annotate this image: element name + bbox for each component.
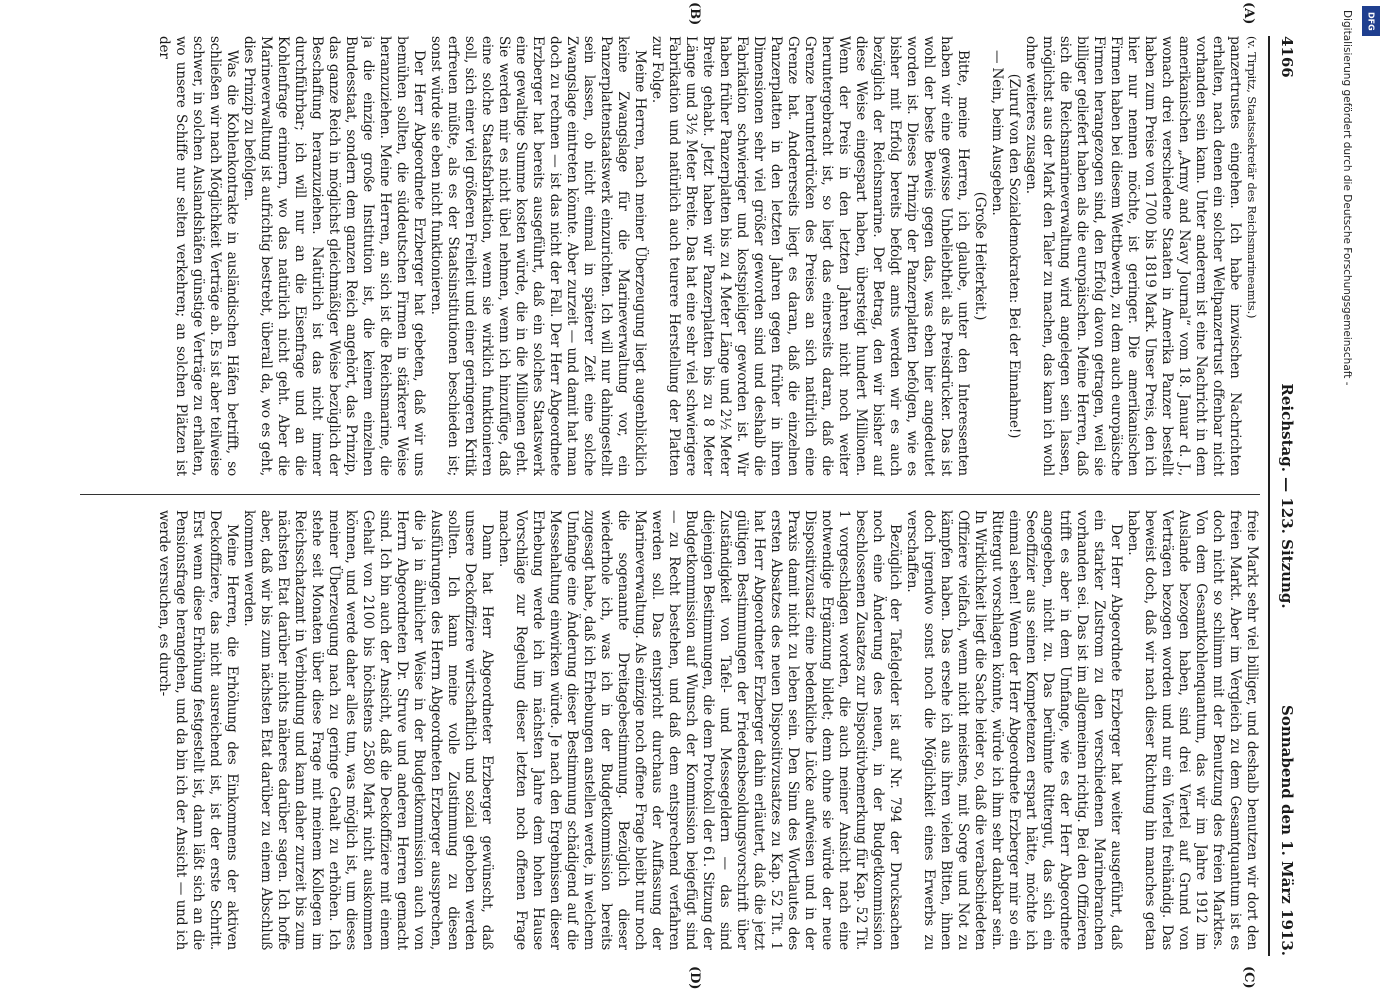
right-paragraph-1: freie Markt sehr viel billiger, und deshalb benutzen wir dort den freien Markt. Aber im Vergleich zu dem Gesamtquantum ist es doch nicht so schlimm mit der Benutzung des freien Marktes. Von dem Gesamtkohlenquantum, das wir im Jahre 1912 im Auslande bezogen haben, sind drei Viertel auf Grund von Verträgen bezogen worden und nur ein Viertel freihändig. Das beweist doch, daß wir nach dieser Richtung hin manches getan haben. [1125, 510, 1260, 950]
right-paragraph-2: Der Herr Abgeordnete Erzberger hat weiter ausgeführt, daß ein starker Zustrom zu den verschiedenen Marinebranchen vorhanden sei. Das ist im allgemeinen richtig. Bei den Offizieren trifft es aber in dem Umfange, wie es der Herr Abgeordnete angegeben, nicht zu. Das berühmte Rittergut, das sich ein Seeoffizier aus seinen Kompetenzen erspart hätte, möchte ich einmal sehen! Wenn der Herr Abgeordnete Erzberger mir so ein Rittergut vorschlagen könnte, würde ich ihm sehr dankbar sein. In Wirklichkeit liegt die Sache leider so, daß die verabschiedeten Offiziere vielfach, wenn nicht meistens, mit Sorge und Not zu kämpfen haben. Das ersehe ich aus ihren vielen Bitten, ihnen doch irgendwo sonst noch die Möglichkeit eines Erwerbs zu verschaffen. [904, 510, 1124, 950]
left-paragraph-3: Bitte, meine Herren, ich glaube, unter den Interessenten haben wir eine gewisse Unbeliebtheit als Preisdrücker. Das ist wohl der beste Beweis gegen das, was eben hier angedeutet worden ist. Dieses Prinzip der Panzerplatten befolgen, wie es bisher mit Erfolg bereits befolgt amts werden wir es auch bezüglich der Reichsmarine. Der Betrag, den wir bisher auf diese Weise eingespart haben, übersteigt hundert Millionen. Wenn der Preis in den letzten Jahren nicht noch weiter heruntergebracht ist, so liegt das einerseits daran, daß die Grenze herunterdrücken des Preises an sich natürlich eine Grenze hat. Andererseits liegt es daran, daß die einzelnen Panzerplatten in den letzten Jahren gegen früher in ihren Dimensionen sehr viel größer geworden sind und deshalb die Fabrikation schwieriger und kostspieliger geworden ist. Wir haben früher Panzerplatten bis zu 4 Meter Länge und 2½ Meter Breite gehabt. Jetzt haben wir Panzerplatten bis zu 8 Meter Länge und 3½ Meter Breite. Das hat eine sehr viel schwierigere Fabrikation und natürlich auch teurere Herstellung der Platten zur Folge. [649, 36, 971, 476]
left-paragraph-2: — Nein, beim Ausgeben. [989, 50, 1005, 216]
interjection-1: (Zuruf von den Sozialdemokraten: Bei der Einnahme!) [1006, 73, 1022, 439]
right-column [80, 510, 1260, 950]
page-number: 4166 [1278, 36, 1296, 78]
marker-a: (A) [1241, 2, 1256, 25]
left-paragraph-6: Was die Kohlenkontrakte in ausländischen Häfen betrifft, so schließen wir nach Möglichkeit Verträge ab. Es ist aber teilweise schwer, in solchen Auslandshäfen günstige Verträge zu erhalten, wo unsere Schiffe nur selten verkehren; an solchen Plätzen ist der [156, 36, 240, 476]
session-date: Sonnabend den 1. März 1913. [1278, 705, 1296, 956]
left-paragraph-5: Der Herr Abgeordnete Erzberger hat gebeten, daß wir uns bemühen sollten, die süddeutschen Firmen in stärkerer Weise heranzuziehen. Meine Herren, an sich ist die Reichsmarine, die ja die einzige große Institution ist, die keinem einzelnen Bundesstaat, sondern dem ganzen Reich angehört, das Prinzip, das ganze Reich in möglichst gleichmäßiger Weise bezüglich der Beschaffung heranzuziehen. Natürlich ist das nicht immer durchführbar; ich will nur an die Eisenfrage und an die Kohlenfrage erinnern, wo das natürlich nicht geht. Aber die Marineverwaltung ist aufrichtig bestrebt, überall da, wo es geht, dies Prinzip zu befolgen. [241, 36, 427, 476]
right-paragraph-5: Meine Herren, die Erhöhung des Einkommens der aktiven Deckoffiziere, das nicht ausreichend ist, ist der erste Schritt. Erst wenn diese Erhöhung festgestellt ist, dann läßt sich an die Pensionsfrage herangehen, und da bin ich der Ansicht — und ich werde versuchen, es durch- [156, 510, 240, 950]
marker-c: (C) [1241, 966, 1256, 989]
marker-d: (D) [687, 966, 702, 990]
left-paragraph-4: Meine Herren, nach meiner Überzeugung liegt augenblicklich keine Zwangslage für die Marineverwaltung vor, ein Panzerplattenstaatswerk einzurichten. Ich will nur dahingestellt sein lassen, ob nicht einmal in späterer Zeit eine solche Zwangslage eintreten könnte. Aber zurzeit — und damit hat man doch zu rechnen — ist das nicht der Fall. Der Herr Abgeordnete Erzberger hat bereits ausgeführt, daß ein solches Staatswerk eine gewaltige Summe kosten würde, die in die Millionen geht. Sie werden mir es nicht übel nehmen, wenn ich hinzufüge, daß eine solche Staatsfabrikation, wenn sie wirklich funktionieren soll, sich einer viel größeren Freiheit und einer geringeren Kritik erfreuen müßte, als es der Staatsinstitutionen beschieden ist; sonst würde sie eben nicht funktionieren. [428, 36, 648, 476]
right-paragraph-4: Dann hat Herr Abgeordneter Erzberger gewünscht, daß unsere Deckoffiziere wirtschaftlich und sozial gehoben werden sollten. Ich kann meine volle Zustimmung zu diesen Ausführungen des Herrn Abgeordneten Erzberger aussprechen, die ja in ähnlicher Weise in der Budgetkommission auch von Herrn Abgeordneten Dr. Struve und anderen Herren gemacht sind. Ich bin auch der Ansicht, daß die Deckoffiziere mit einem Gehalt von 2100 bis höchstens 2580 Mark nicht auskommen können, und werde daher alles tun, was möglich ist, um dieses meiner Überzeugung nach zu geringe Gehalt zu erhöhen. Ich stehe seit Monaten über diese Frage mit meinem Kollegen im Reichsschatzamt in Verbindung und kann daher zurzeit bis zum nächsten Etat darüber nichts näheres darüber sagen. Ich hoffe aber, daß wir bis zum nächsten Etat darüber zu einem Abschluß kommen werden. [241, 510, 495, 950]
dfg-logo: DFG [1362, 6, 1380, 36]
digitization-note: Digitalisierung gefördert durch die Deutsche Forschungsgemeinschaft - [1341, 10, 1353, 386]
rotated-document-page [60, 2, 1300, 990]
marker-b: (B) [687, 2, 702, 26]
column-divider [80, 494, 1260, 495]
left-paragraph-1: panzertrustes eingehen. Ich habe inzwischen Nachrichten erhalten, nach denen ein solcher Weltpanzertrust offenbar nicht vorhanden sein kann. Unter anderem ist eine Nachricht in dem amerikanischen „Army and Navy Journal“ vom 18. Januar d. J., wonach drei verschiedene Staaten in Amerika Panzer bestellt haben zum Preise von 1700 bis 1819 Mark. Unser Preis, den ich hier nur nennen möchte, ist geringer. Die amerikanischen Firmen haben bei diesem Wettbewerb, zu dem auch europäische Firmen herangezogen sind, den Erfolg davon getragen, weil sie billiger geliefert haben als die europäischen. Meine Herren, daß sich die Reichsmarineverwaltung wird angelegen sein lassen, möglichst aus der Mark den Taler zu machen, das kann ich wohl ohne weiteres zusagen. [1023, 36, 1243, 476]
page-header [1274, 36, 1300, 956]
session-title: Reichstag. — 123. Sitzung. [1278, 383, 1296, 609]
left-column [80, 36, 1260, 476]
interjection-2: (Große Heiterkeit.) [972, 191, 988, 321]
speaker-line: (v. Tirpitz, Staatssekretär des Reichsmarineamts.) [1245, 36, 1259, 319]
header-rule [1268, 36, 1270, 956]
right-paragraph-3: Bezüglich der Tafelgelder ist auf Nr. 794 der Drucksachen noch eine Änderung des neuen, in der Budgetkommission beschlossenen Zusatzes zur Dispositivbemerkung für Kap. 52 Tit. 1 vorgeschlagen worden, die auch meiner Ansicht nach eine notwendige Ergänzung bildet; denn ohne sie würde der neue Dispositivzusatz eine bedenkliche Lücke aufweisen und in der Praxis damit nicht zu leben sein. Den Sinn des Wortlautes des ersten Absatzes des neuen Dispositivzusatzes zu Kap. 52 Tit. 1 hat Herr Abgeordneter Erzberger dahin erläutert, daß die jetzt gültigen Bestimmungen der Friedensbesoldungsvorschrift über Zuständigkeit von Tafel- und Messegeldern — das sind diejenigen Bestimmungen, die dem Protokoll der 61. Sitzung der Budgetkommission auf Wunsch der Kommission beigefügt sind — zu Recht bestehen, und daß dem entsprechend verfahren werden soll. Das entspricht durchaus der Auffassung der Marineverwaltung. Als einzige noch offene Frage bleibt nur noch die sogenannte Dreitagebestimmung. Bezüglich dieser wiederhole ich, was ich in der Budgetkommission bereits zugesagt habe, daß ich Erhebungen anstellen werde, in welchem Umfange eine Änderung dieser Bestimmung schädigend auf die Messehaltung einwirken würde. Je nach den Ergebnissen dieser Erhebung werde ich im nächsten Jahre dem hohen Hause Vorschläge zur Regelung dieser letzten noch offenen Frage machen. [496, 510, 903, 950]
